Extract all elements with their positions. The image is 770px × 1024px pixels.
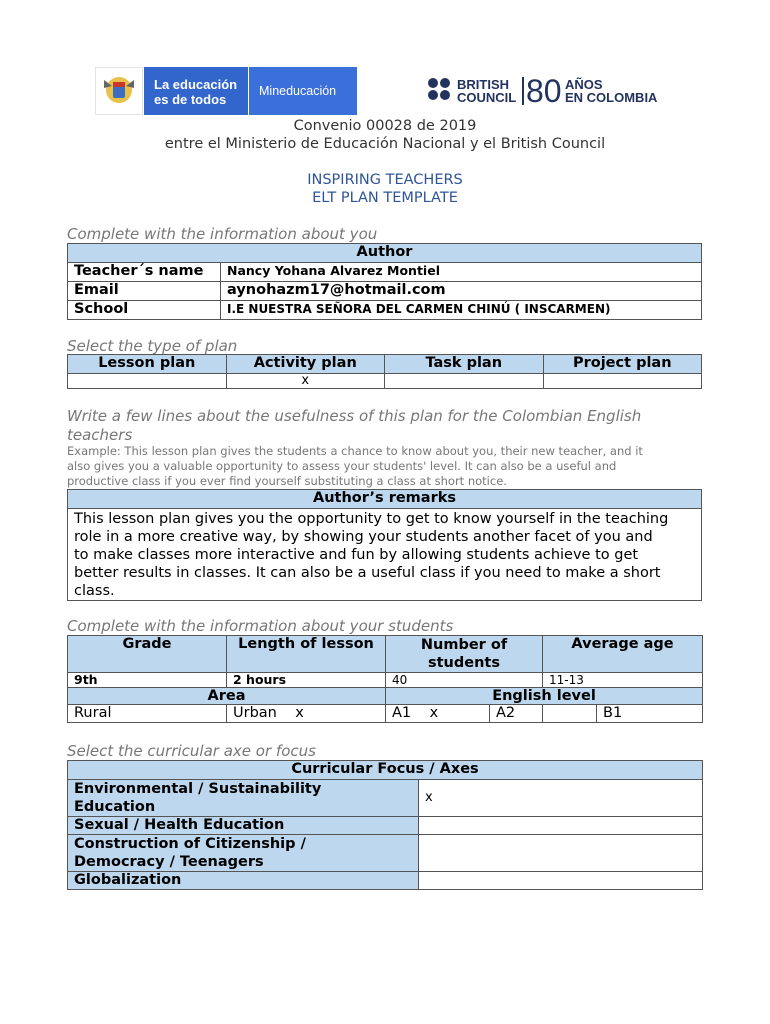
level-b1: B1: [603, 705, 623, 721]
logo-line-1: La educación: [154, 77, 238, 92]
length-value: 2 hours: [227, 673, 386, 688]
convenio-parties: entre el Ministerio de Educación Nacional y el British Council: [164, 136, 606, 152]
curricular-header: Curricular Focus / Axes: [68, 761, 703, 780]
globalization-label: Globalization: [68, 872, 419, 890]
age-value: 11-13: [543, 673, 703, 688]
program-title: INSPIRING TEACHERS: [307, 172, 463, 188]
school-label: School: [68, 301, 221, 320]
remarks-line-1: This lesson plan gives you the opportunity to get to know yourself in the teaching: [74, 511, 669, 527]
citizenship-label-1: Construction of Citizenship /: [74, 836, 306, 852]
anos-label: AÑOS: [565, 77, 603, 92]
students-prompt: Complete with the information about your students: [67, 617, 454, 635]
remarks-line-3: to make classes more interactive and fun by allowing students achieve to get: [74, 547, 639, 563]
teacher-name-value: Nancy Yohana Alvarez Montiel: [221, 263, 702, 282]
level-a1: A1 x: [386, 705, 490, 722]
remarks-header: Author’s remarks: [68, 490, 702, 509]
colombia-label: EN COLOMBIA: [565, 90, 658, 105]
plan-type-prompt: Select the type of plan: [67, 337, 238, 355]
curricular-prompt: Select the curricular axe or focus: [67, 742, 316, 760]
plan-option-lesson: Lesson plan: [68, 355, 227, 374]
curricular-table: [67, 760, 703, 890]
english-level-header: English level: [386, 688, 703, 705]
eighty-label: 80: [526, 73, 562, 109]
remarks-table: [67, 489, 702, 601]
sexual-health-mark: [419, 817, 703, 835]
remarks-line-2: role in a more creative way, by showing your students another facet of you and: [74, 529, 653, 545]
plan-mark-lesson: [68, 374, 227, 389]
remarks-line-4: better results in classes. It can also be a useful class if you need to make a short: [74, 565, 661, 581]
example-line-1: Example: This lesson plan gives the students a chance to know about you, their new teacher, and it: [67, 444, 643, 458]
number-header-2: students: [428, 655, 500, 671]
area-rural: Rural: [68, 705, 227, 723]
number-value: 40: [386, 673, 543, 688]
email-value: aynohazm17@hotmail.com: [221, 282, 702, 301]
age-header: Average age: [543, 636, 703, 673]
environment-mark: x: [419, 780, 703, 817]
council-label: COUNCIL: [457, 90, 517, 105]
area-urban: Urban x: [227, 705, 386, 723]
british-council-dots-icon: [427, 78, 457, 106]
citizenship-label-2: Democracy / Teenagers: [74, 854, 264, 870]
british-label: BRITISH: [457, 77, 509, 92]
convenio-title: Convenio 00028 de 2019: [293, 118, 477, 134]
example-line-2: also gives you a valuable opportunity to assess your students' level. It can also be a useful and: [67, 459, 617, 473]
length-header: Length of lesson: [227, 636, 386, 673]
plan-mark-task: [385, 374, 544, 389]
grade-value: 9th: [68, 673, 227, 688]
coat-of-arms-icon: [95, 67, 143, 115]
plan-type-table: [67, 354, 702, 389]
logo-line-2: es de todos: [154, 92, 227, 107]
area-header: Area: [68, 688, 386, 705]
plan-option-project: Project plan: [543, 355, 702, 374]
author-prompt: Complete with the information about you: [67, 225, 378, 243]
mineducacion-brand: Mineducación: [249, 67, 357, 115]
students-table: [67, 635, 703, 723]
teacher-name-label: Teacher´s name: [68, 263, 221, 282]
school-value: I.E NUESTRA SEÑORA DEL CARMEN CHINÚ ( INSCARMEN): [221, 301, 702, 320]
number-header-1: Number of: [420, 637, 508, 653]
environment-label-1: Environmental / Sustainability: [74, 781, 322, 797]
example-line-3: productive class if you ever find yourself substituting a class at short notice.: [67, 474, 507, 488]
level-a2: A2: [496, 705, 516, 721]
author-table: [67, 243, 702, 320]
british-council-logo: [427, 73, 667, 109]
plan-option-task: Task plan: [385, 355, 544, 374]
usefulness-prompt-1: Write a few lines about the usefulness of this plan for the Colombian English: [67, 407, 642, 425]
plan-mark-project: [543, 374, 702, 389]
author-header: Author: [68, 244, 702, 263]
email-label: Email: [68, 282, 221, 301]
plan-mark-activity: x: [226, 374, 385, 389]
plan-option-activity: Activity plan: [226, 355, 385, 374]
remarks-line-5: class.: [74, 583, 115, 599]
mineducacion-logo: [95, 67, 357, 115]
citizenship-mark: [419, 835, 703, 872]
template-title: ELT PLAN TEMPLATE: [312, 190, 458, 206]
usefulness-prompt-2: teachers: [67, 426, 133, 444]
globalization-mark: [419, 872, 703, 890]
sexual-health-label: Sexual / Health Education: [68, 817, 419, 835]
environment-label-2: Education: [74, 799, 156, 815]
grade-header: Grade: [68, 636, 227, 673]
